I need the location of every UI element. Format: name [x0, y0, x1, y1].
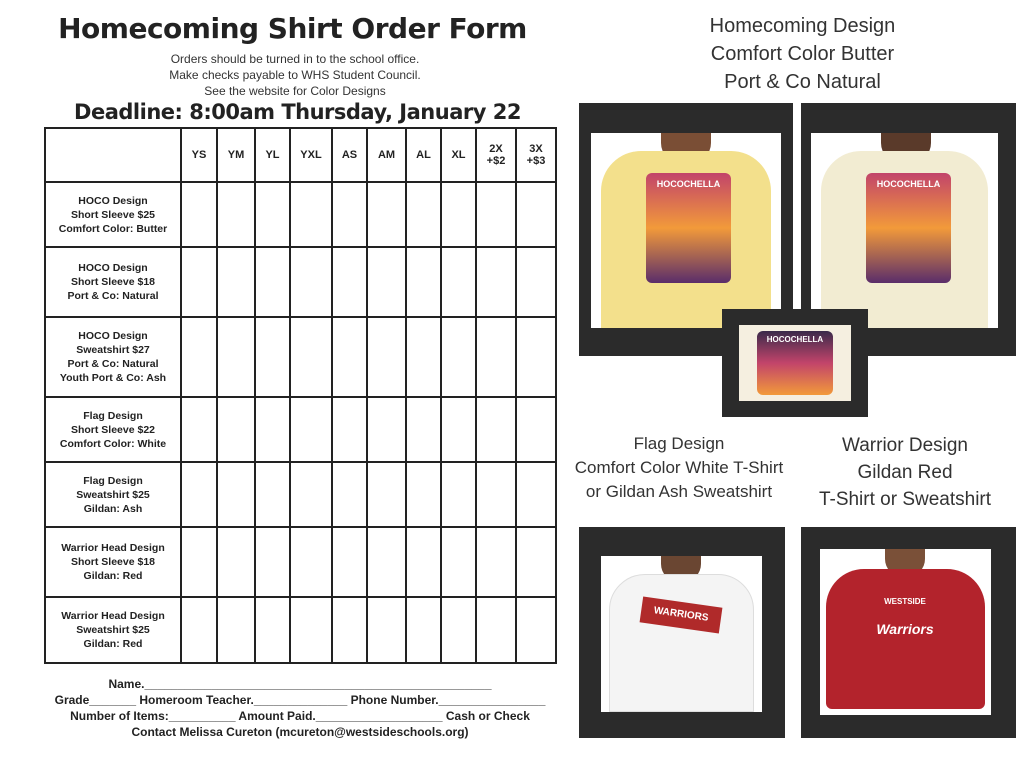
quantity-cell[interactable] — [217, 397, 255, 462]
westside-text: WESTSIDE — [884, 597, 926, 606]
design-closeup-frame — [722, 309, 868, 417]
quantity-cell[interactable] — [181, 597, 217, 663]
product-label-line: Gildan: Red — [83, 570, 143, 582]
column-header: YL — [255, 128, 290, 182]
caption-line: Comfort Color Butter — [710, 43, 895, 65]
quantity-cell[interactable] — [217, 317, 255, 397]
quantity-cell[interactable] — [181, 247, 217, 317]
quantity-cell[interactable] — [217, 247, 255, 317]
caption-line: Flag Design — [633, 434, 725, 453]
quantity-cell[interactable] — [441, 397, 476, 462]
product-label — [45, 247, 181, 317]
instruction-2: Make checks payable to WHS Student Council. — [169, 68, 421, 82]
column-header: AL — [406, 128, 441, 182]
quantity-cell[interactable] — [441, 182, 476, 247]
product-label-line: Port & Co: Natural — [67, 290, 159, 302]
quantity-cell[interactable] — [406, 397, 441, 462]
instruction-3: See the website for Color Designs — [204, 84, 386, 98]
table-row — [45, 247, 556, 317]
product-label-line: Sweatshirt $25 — [76, 488, 150, 501]
quantity-cell[interactable] — [255, 397, 290, 462]
quantity-cell[interactable] — [332, 527, 367, 597]
quantity-cell[interactable] — [181, 182, 217, 247]
quantity-cell[interactable] — [290, 527, 332, 597]
quantity-cell[interactable] — [255, 182, 290, 247]
caption-line: or Gildan Ash Sweatshirt — [585, 482, 773, 501]
quantity-cell[interactable] — [516, 597, 556, 663]
quantity-cell[interactable] — [476, 597, 516, 663]
quantity-cell[interactable] — [516, 182, 556, 247]
quantity-cell[interactable] — [476, 462, 516, 527]
table-row — [45, 527, 556, 597]
quantity-cell[interactable] — [290, 397, 332, 462]
hocochella-graphic: HOCOCHELLA — [866, 173, 951, 283]
product-label-line: Comfort Color: Butter — [58, 222, 168, 235]
product-label — [45, 182, 181, 247]
product-label-line: Short Sleeve $22 — [70, 423, 156, 436]
flag-shirt-frame — [579, 527, 785, 738]
quantity-cell[interactable] — [290, 317, 332, 397]
product-label — [45, 597, 181, 663]
table-row — [45, 462, 556, 527]
quantity-cell[interactable] — [217, 182, 255, 247]
deadline: Deadline: 8:00am Thursday, January 22 — [74, 100, 521, 124]
quantity-cell[interactable] — [332, 317, 367, 397]
column-header: 2X +$2 — [476, 128, 516, 182]
homecoming-design-caption — [620, 12, 985, 96]
quantity-cell[interactable] — [476, 527, 516, 597]
product-label-line: Youth Port & Co: Ash — [59, 372, 167, 384]
quantity-cell[interactable] — [406, 527, 441, 597]
quantity-cell[interactable] — [332, 597, 367, 663]
table-row — [45, 317, 556, 397]
quantity-cell[interactable] — [367, 462, 406, 527]
quantity-cell[interactable] — [406, 462, 441, 527]
quantity-cell[interactable] — [332, 397, 367, 462]
quantity-cell[interactable] — [406, 597, 441, 663]
items-amount-fields[interactable]: Number of Items:__________ Amount Paid.___________________ Cash or Check — [70, 709, 530, 723]
caption-line: Warrior Design — [842, 435, 968, 456]
quantity-cell[interactable] — [441, 597, 476, 663]
quantity-cell[interactable] — [332, 462, 367, 527]
product-label-line: Port & Co: Natural — [67, 358, 159, 370]
product-label — [45, 527, 181, 597]
quantity-cell[interactable] — [476, 317, 516, 397]
quantity-cell[interactable] — [516, 462, 556, 527]
table-row — [45, 182, 556, 247]
quantity-cell[interactable] — [255, 462, 290, 527]
table-row — [45, 397, 556, 462]
hocochella-graphic: HOCOCHELLA — [757, 331, 833, 395]
quantity-cell[interactable] — [516, 247, 556, 317]
quantity-cell[interactable] — [332, 182, 367, 247]
quantity-cell[interactable] — [406, 247, 441, 317]
column-header: YS — [181, 128, 217, 182]
flag-shirt-photo — [601, 556, 762, 712]
quantity-cell[interactable] — [476, 182, 516, 247]
table-row — [45, 597, 556, 663]
quantity-cell[interactable] — [367, 397, 406, 462]
warrior-sweatshirt-photo — [820, 549, 991, 715]
form-title: Homecoming Shirt Order Form — [58, 12, 527, 45]
product-label-line: Sweatshirt $25 — [76, 624, 150, 636]
column-header: XL — [441, 128, 476, 182]
quantity-cell[interactable] — [367, 527, 406, 597]
caption-line: Port & Co Natural — [724, 71, 881, 93]
corner-cell — [45, 128, 181, 182]
product-label-line: Short Sleeve $18 — [70, 276, 156, 288]
quantity-cell[interactable] — [516, 397, 556, 462]
quantity-cell[interactable] — [255, 597, 290, 663]
product-label-line: HOCO Design — [78, 262, 148, 274]
product-label-line: Gildan: Ash — [83, 502, 143, 515]
quantity-cell[interactable] — [367, 317, 406, 397]
product-label-line: Flag Design — [83, 474, 143, 487]
quantity-cell[interactable] — [255, 317, 290, 397]
quantity-cell[interactable] — [516, 527, 556, 597]
caption-line: T-Shirt or Sweatshirt — [818, 489, 992, 510]
warrior-sweatshirt-frame — [801, 527, 1016, 738]
warriors-script-graphic: Warriors — [876, 621, 934, 637]
caption-line: Comfort Color White T-Shirt — [574, 458, 784, 477]
quantity-cell[interactable] — [332, 247, 367, 317]
quantity-cell[interactable] — [406, 317, 441, 397]
quantity-cell[interactable] — [181, 462, 217, 527]
column-header: 3X +$3 — [516, 128, 556, 182]
quantity-cell[interactable] — [441, 247, 476, 317]
column-header: AS — [332, 128, 367, 182]
product-label — [45, 317, 181, 397]
quantity-cell[interactable] — [476, 397, 516, 462]
quantity-cell[interactable] — [181, 397, 217, 462]
product-label-line: Flag Design — [83, 409, 143, 422]
design-closeup-photo — [739, 325, 851, 401]
product-label-line: Sweatshirt $27 — [76, 344, 150, 356]
product-label-line: HOCO Design — [78, 194, 148, 207]
warrior-design-caption — [800, 432, 1010, 513]
quantity-cell[interactable] — [406, 182, 441, 247]
quantity-cell[interactable] — [217, 462, 255, 527]
column-header: AM — [367, 128, 406, 182]
quantity-cell[interactable] — [217, 597, 255, 663]
product-label — [45, 397, 181, 462]
product-label-line: Gildan: Red — [83, 638, 143, 650]
quantity-cell[interactable] — [367, 597, 406, 663]
caption-line: Gildan Red — [857, 462, 953, 483]
quantity-cell[interactable] — [367, 182, 406, 247]
quantity-cell[interactable] — [516, 317, 556, 397]
quantity-cell[interactable] — [290, 182, 332, 247]
quantity-cell[interactable] — [441, 462, 476, 527]
column-header: YM — [217, 128, 255, 182]
flag-design-caption — [555, 432, 803, 504]
quantity-cell[interactable] — [217, 527, 255, 597]
product-label-line: HOCO Design — [78, 330, 148, 342]
contact-info: Contact Melissa Cureton (mcureton@westsideschools.org) — [131, 725, 469, 739]
quantity-cell[interactable] — [476, 247, 516, 317]
caption-line: Homecoming Design — [709, 15, 896, 37]
product-label-line: Warrior Head Design — [61, 610, 165, 622]
quantity-cell[interactable] — [290, 462, 332, 527]
warriors-pennant-graphic: WARRIORS — [640, 597, 723, 634]
instruction-1: Orders should be turned in to the school office. — [170, 52, 420, 66]
product-label-line: Comfort Color: White — [59, 437, 167, 450]
quantity-cell[interactable] — [367, 247, 406, 317]
quantity-cell[interactable] — [441, 527, 476, 597]
quantity-cell[interactable] — [181, 527, 217, 597]
natural-shirt-photo — [811, 133, 998, 328]
product-label-line: Short Sleeve $25 — [70, 208, 156, 221]
hocochella-graphic: HOCOCHELLA — [646, 173, 731, 283]
name-field[interactable]: Name.____________________________________________________ — [108, 677, 492, 691]
quantity-cell[interactable] — [255, 247, 290, 317]
quantity-cell[interactable] — [290, 597, 332, 663]
quantity-cell[interactable] — [255, 527, 290, 597]
product-label-line: Warrior Head Design — [61, 542, 165, 554]
product-label — [45, 462, 181, 527]
quantity-cell[interactable] — [290, 247, 332, 317]
order-table — [44, 127, 557, 664]
column-header: YXL — [290, 128, 332, 182]
grade-teacher-phone-fields[interactable]: Grade_______ Homeroom Teacher.______________ Phone Number.________________ — [54, 693, 546, 707]
quantity-cell[interactable] — [181, 317, 217, 397]
butter-shirt-photo — [591, 133, 781, 328]
product-label-line: Short Sleeve $18 — [70, 556, 156, 568]
quantity-cell[interactable] — [441, 317, 476, 397]
